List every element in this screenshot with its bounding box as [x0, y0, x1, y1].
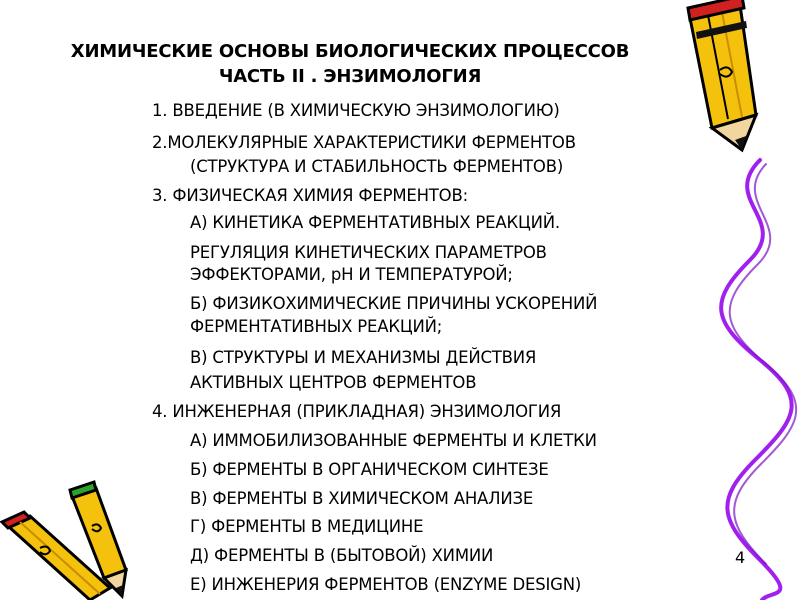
outline-item-4b: Б) ФЕРМЕНТЫ В ОРГАНИЧЕСКОМ СИНТЕЗЕ: [190, 460, 549, 479]
outline-item-3c-line-1: В) СТРУКТУРЫ И МЕХАНИЗМЫ ДЕЙСТВИЯ: [190, 348, 537, 367]
outline-item-3a-line-1: А) КИНЕТИКА ФЕРМЕНТАТИВНЫХ РЕАКЦИЙ.: [190, 213, 560, 232]
outline-item-3c-line-2: АКТИВНЫХ ЦЕНТРОВ ФЕРМЕНТОВ: [190, 373, 477, 392]
outline-item-3b-line-2: ФЕРМЕНТАТИВНЫХ РЕАКЦИЙ;: [190, 317, 443, 336]
outline-item-4a: А) ИММОБИЛИЗОВАННЫЕ ФЕРМЕНТЫ И КЛЕТКИ: [190, 431, 597, 450]
pencils-icon: [0, 478, 140, 600]
outline-item-4c: В) ФЕРМЕНТЫ В ХИМИЧЕСКОМ АНАЛИЗЕ: [190, 489, 534, 508]
outline-item-3a-line-2: РЕГУЛЯЦИЯ КИНЕТИЧЕСКИХ ПАРАМЕТРОВ: [190, 243, 547, 262]
outline-item-2-line-2: (СТРУКТУРА И СТАБИЛЬНОСТЬ ФЕРМЕНТОВ): [190, 157, 564, 176]
outline-item-1: 1. ВВЕДЕНИЕ (В ХИМИЧЕСКУЮ ЭНЗИМОЛОГИЮ): [152, 101, 560, 120]
pencil-icon: [660, 0, 800, 170]
squiggle-line: [700, 160, 800, 600]
outline-item-3b-line-1: Б) ФИЗИКОХИМИЧЕСКИЕ ПРИЧИНЫ УСКОРЕНИЙ: [190, 294, 598, 313]
outline-item-4f: Е) ИНЖЕНЕРИЯ ФЕРМЕНТОВ (ENZYME DESIGN): [190, 575, 582, 594]
page-number: 4: [735, 548, 746, 567]
slide-subtitle: ЧАСТЬ II . ЭНЗИМОЛОГИЯ: [218, 66, 482, 87]
slide-title: ХИМИЧЕСКИЕ ОСНОВЫ БИОЛОГИЧЕСКИХ ПРОЦЕССОВ: [70, 41, 630, 62]
outline-item-4e: Д) ФЕРМЕНТЫ В (БЫТОВОЙ) ХИМИИ: [190, 546, 494, 565]
outline-item-4d: Г) ФЕРМЕНТЫ В МЕДИЦИНЕ: [190, 517, 424, 536]
outline-item-4: 4. ИНЖЕНЕРНАЯ (ПРИКЛАДНАЯ) ЭНЗИМОЛОГИЯ: [152, 402, 562, 421]
outline-item-3: 3. ФИЗИЧЕСКАЯ ХИМИЯ ФЕРМЕНТОВ:: [152, 186, 468, 205]
outline-item-3a-line-3: ЭФФЕКТОРАМИ, pH И ТЕМПЕРАТУРОЙ;: [190, 265, 513, 284]
outline-item-2-line-1: 2.МОЛЕКУЛЯРНЫЕ ХАРАКТЕРИСТИКИ ФЕРМЕНТОВ: [152, 133, 576, 152]
